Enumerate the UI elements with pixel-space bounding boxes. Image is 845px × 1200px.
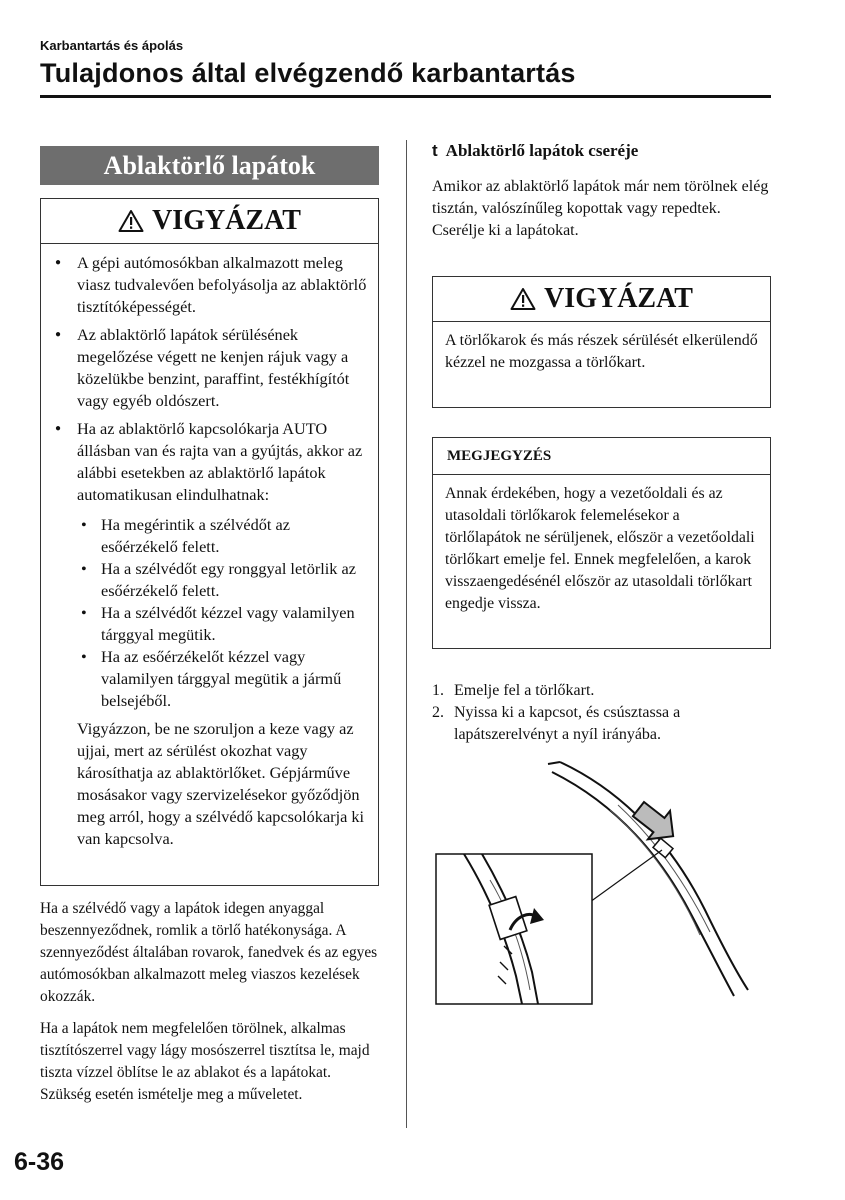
page-number: 6-36 <box>14 1148 65 1176</box>
step-text: Emelje fel a törlőkart. <box>454 682 595 699</box>
column-divider <box>406 140 407 1128</box>
step-text: Nyissa ki a kapcsot, és csúsztassa a lapátszerelvényt a nyíl irányába. <box>454 704 681 743</box>
warning-triangle-icon <box>118 209 144 233</box>
warning-triangle-icon <box>510 287 536 311</box>
heading-marker: t <box>432 141 438 160</box>
caution-title: VIGYÁZAT <box>544 283 693 314</box>
sub-list-item: • Ha megérintik a szélvédőt az esőérzékelő felett. <box>77 514 368 558</box>
list-item: ● A gépi autómosókban alkalmazott meleg viasz tudvalevően befolyásolja az ablaktörlő tisztítóképességét. <box>41 252 368 318</box>
sub-list-item: • Ha a szélvédőt kézzel vagy valamilyen tárggyal megütik. <box>77 602 368 646</box>
caution-box-right <box>432 276 771 408</box>
caution-closing-text: Vigyázzon, be ne szoruljon a keze vagy az ujjai, mert az sérülést okozhat vagy károsíthatja az ablaktörlőket. Gépjárműve mosásakor vagy szervizelésekor győződjön meg arról, hogy a szélvédő kapcsolókarja ki van kapcsolva. <box>77 719 365 848</box>
steps-list <box>432 680 772 746</box>
wiper-blade-illustration <box>430 750 775 1010</box>
sub-bullet-list <box>77 514 368 712</box>
title-divider <box>40 95 771 98</box>
section-banner: Ablaktörlő lapátok <box>40 146 379 185</box>
intro-paragraph: Amikor az ablaktörlő lapátok már nem törölnek elég tisztán, valószínűleg kopottak vagy repedtek. <box>432 178 769 217</box>
note-box <box>432 437 771 649</box>
intro-text <box>432 176 772 242</box>
section-label: Karbantartás és ápolás <box>40 38 184 53</box>
page-title: Tulajdonos által elvégzendő karbantartás <box>40 58 576 88</box>
list-item-text: Ha az ablaktörlő kapcsolókarja AUTO állásban van és rajta van a gyújtás, akkor az alábbi esetekben az ablaktörlő lapátok automatikusan elindulhatnak: <box>77 419 363 504</box>
heading-text: Ablaktörlő lapátok cseréje <box>445 141 639 160</box>
paragraph-cleaning: Ha a lapátok nem megfelelően törölnek, alkalmas tisztítószerrel vagy lágy mosószerrel tisztítsa le, majd tiszta vízzel öblítse le az ablakot és a lapátokat. Szükség esetén ismételje meg a műveletet. <box>40 1020 370 1103</box>
step-number: 1. <box>432 682 444 699</box>
step-item <box>432 702 772 746</box>
paragraph-contamination: Ha a szélvédő vagy a lapátok idegen anyaggal beszennyeződnek, romlik a törlő hatékonysága. A szennyeződést általában rovarok, fanedvek és az egyes autómosókban alkalmazott meleg viaszos kezelések okozzák. <box>40 900 378 1005</box>
caution-text: A törlőkarok és más részek sérülését elkerülendő kézzel ne mozgassa a törlőkart. <box>445 332 758 371</box>
list-item: ● Az ablaktörlő lapátok sérülésének megelőzése végett ne kenjen rájuk vagy a közelükbe benzint, paraffint, festékhígítót vagy egyéb oldószert. <box>41 324 368 412</box>
step-number: 2. <box>432 704 444 721</box>
caution-bullet-list <box>41 252 368 850</box>
intro-instruction: Cserélje ki a lapátokat. <box>432 222 579 239</box>
step-item <box>432 680 772 702</box>
sub-list-item: • Ha az esőérzékelőt kézzel vagy valamilyen tárggyal megütik a jármű belsejéből. <box>77 646 368 712</box>
note-title: MEGJEGYZÉS <box>433 438 770 475</box>
caution-header <box>433 277 770 322</box>
subsection-heading <box>432 141 638 161</box>
caution-header <box>41 199 378 244</box>
caution-title: VIGYÁZAT <box>152 205 301 236</box>
list-item <box>41 418 368 850</box>
note-text: Annak érdekében, hogy a vezetőoldali és az utasoldali törlőkarok felemelésekor a törlőlapátok ne sérüljenek, először a vezetőoldali törlőkart emelje fel. Ennek megfelelően, a karok visszaengedésénél először az utasoldali törlőkart engedje vissza. <box>445 485 755 612</box>
sub-list-item: • Ha a szélvédőt egy ronggyal letörlik az esőérzékelő felett. <box>77 558 368 602</box>
caution-box-left <box>40 198 379 886</box>
